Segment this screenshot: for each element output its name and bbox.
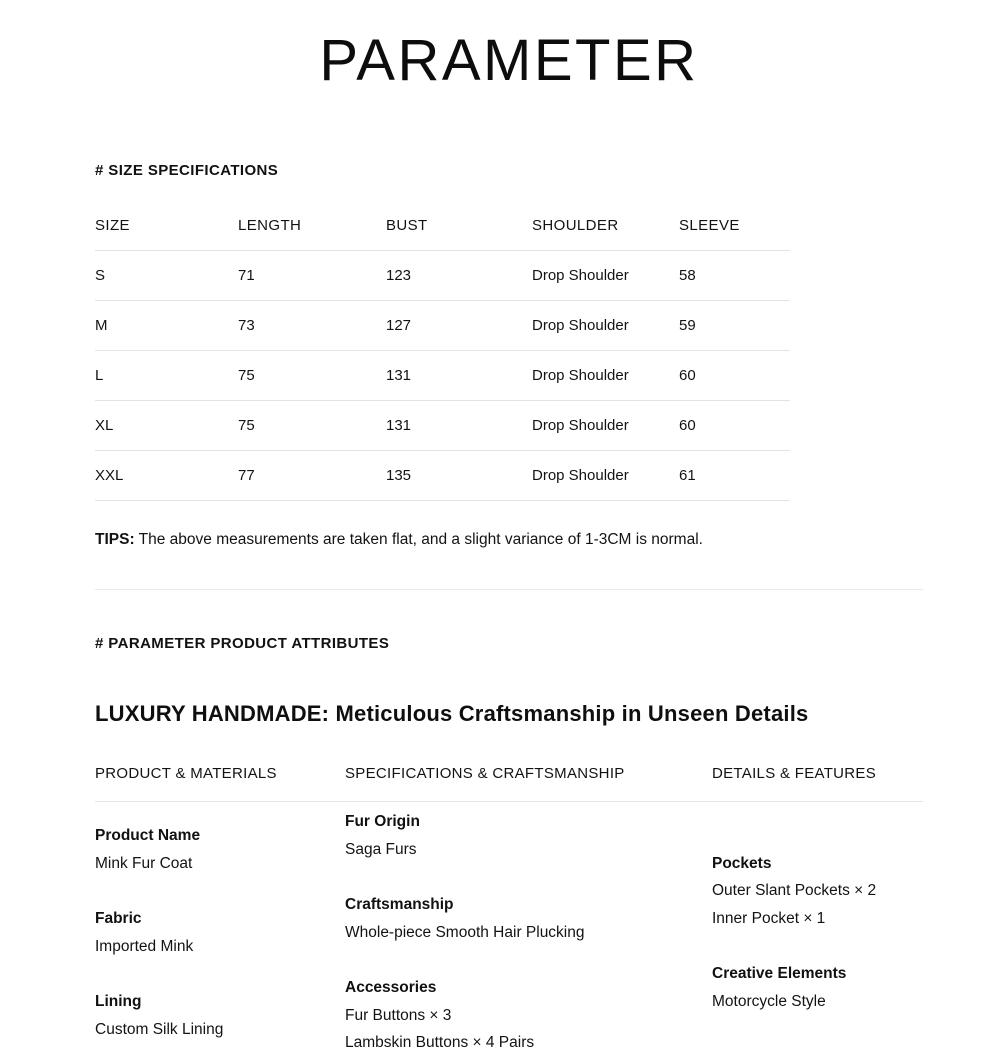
product-attributes-heading: # PARAMETER PRODUCT ATTRIBUTES	[95, 634, 390, 652]
col-header-sleeve: SLEEVE	[679, 213, 790, 251]
attr-value: Inner Pocket × 1	[712, 909, 826, 927]
attr-group-lining	[95, 988, 345, 1043]
section-divider	[95, 589, 923, 590]
col-header-length: LENGTH	[238, 213, 386, 251]
bust-cell: 131	[386, 350, 532, 400]
attr-column-details-features	[712, 850, 923, 1016]
attr-value: Saga Furs	[345, 840, 417, 858]
attr-col-header-product-materials: PRODUCT & MATERIALS	[95, 764, 277, 782]
shoulder-cell: Drop Shoulder	[532, 350, 679, 400]
attr-group-product-name	[95, 822, 345, 877]
table-row-s	[95, 250, 790, 300]
attr-group-accessories	[345, 974, 712, 1057]
sleeve-cell: 59	[679, 300, 790, 350]
attr-value: Fur Buttons × 3	[345, 1006, 452, 1024]
attr-column-product-materials	[95, 822, 345, 1043]
shoulder-cell: Drop Shoulder	[532, 300, 679, 350]
attr-label: Lining	[95, 993, 142, 1011]
attr-label: Craftsmanship	[345, 896, 454, 914]
sleeve-cell: 58	[679, 250, 790, 300]
attr-col-header-details-features: DETAILS & FEATURES	[712, 764, 877, 782]
bust-cell: 123	[386, 250, 532, 300]
luxury-handmade-title: LUXURY HANDMADE: Meticulous Craftsmanship in Unseen Details	[95, 700, 809, 726]
size-table-header-row	[95, 213, 790, 251]
shoulder-cell: Drop Shoulder	[532, 250, 679, 300]
bust-cell: 131	[386, 400, 532, 450]
attr-value: Lambskin Buttons × 4 Pairs	[345, 1034, 535, 1052]
attr-group-fur-origin	[345, 808, 712, 863]
attr-group-pockets	[712, 850, 923, 933]
col-header-bust: BUST	[386, 213, 532, 251]
length-cell: 75	[238, 350, 386, 400]
sleeve-cell: 61	[679, 450, 790, 500]
size-cell: L	[95, 350, 238, 400]
attr-value: Mink Fur Coat	[95, 854, 193, 872]
table-row-xxl	[95, 450, 790, 500]
size-cell: M	[95, 300, 238, 350]
size-cell: XL	[95, 400, 238, 450]
attr-value: Imported Mink	[95, 937, 194, 955]
attr-label: Product Name	[95, 827, 201, 845]
attr-label: Creative Elements	[712, 965, 847, 983]
page-title: PARAMETER	[319, 28, 699, 93]
size-table	[95, 213, 790, 501]
attr-value: Custom Silk Lining	[95, 1020, 224, 1038]
sleeve-cell: 60	[679, 400, 790, 450]
attributes-header-row	[95, 765, 923, 802]
bust-cell: 127	[386, 300, 532, 350]
attr-column-specifications-craftsmanship	[345, 808, 712, 1057]
attr-label: Fur Origin	[345, 813, 420, 831]
size-specifications-heading: # SIZE SPECIFICATIONS	[95, 161, 279, 179]
attr-label: Fabric	[95, 910, 142, 928]
bust-cell: 135	[386, 450, 532, 500]
attr-group-fabric	[95, 905, 345, 960]
attr-group-craftsmanship	[345, 891, 712, 946]
tips-label: TIPS:	[95, 530, 135, 548]
length-cell: 71	[238, 250, 386, 300]
attr-label: Pockets	[712, 854, 772, 872]
size-cell: XXL	[95, 450, 238, 500]
sleeve-cell: 60	[679, 350, 790, 400]
tips-text: The above measurements are taken flat, and a slight variance of 1-3CM is normal.	[138, 530, 703, 548]
table-row-xl	[95, 400, 790, 450]
attr-label: Accessories	[345, 979, 437, 997]
attr-value: Motorcycle Style	[712, 992, 826, 1010]
length-cell: 73	[238, 300, 386, 350]
length-cell: 77	[238, 450, 386, 500]
attr-value: Outer Slant Pockets × 2	[712, 882, 877, 900]
shoulder-cell: Drop Shoulder	[532, 450, 679, 500]
table-row-l	[95, 350, 790, 400]
shoulder-cell: Drop Shoulder	[532, 400, 679, 450]
table-row-m	[95, 300, 790, 350]
attr-value: Whole-piece Smooth Hair Plucking	[345, 923, 585, 941]
attr-group-creative-elements	[712, 960, 923, 1015]
attributes-body	[95, 802, 923, 1061]
tips-note	[95, 531, 923, 549]
size-cell: S	[95, 250, 238, 300]
col-header-shoulder: SHOULDER	[532, 213, 679, 251]
col-header-size: SIZE	[95, 213, 238, 251]
attr-col-header-specifications-craftsmanship: SPECIFICATIONS & CRAFTSMANSHIP	[345, 764, 625, 782]
length-cell: 75	[238, 400, 386, 450]
